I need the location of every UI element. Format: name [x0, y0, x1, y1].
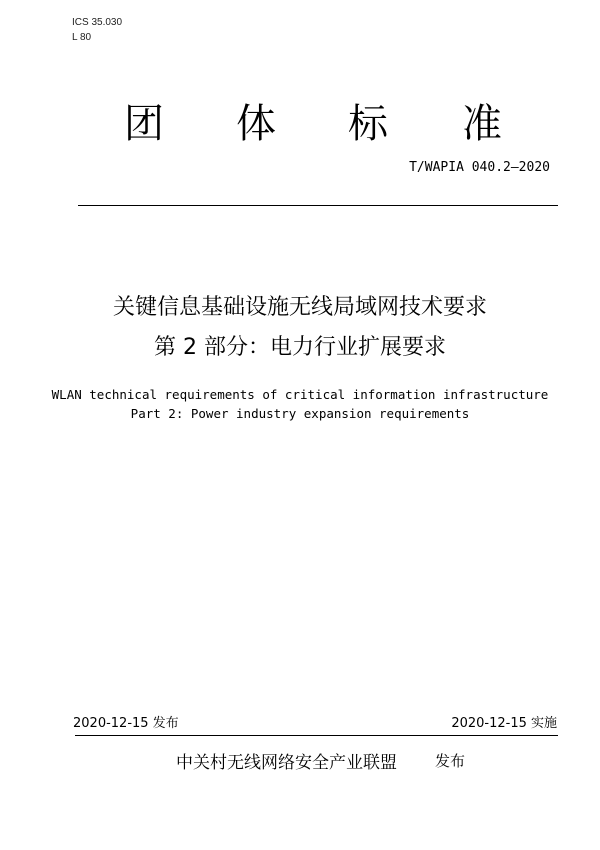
- standard-number: T/WAPIA 040.2—2020: [409, 160, 550, 175]
- implement-date: 2020-12-15 实施: [451, 716, 557, 731]
- doc-type-char: 体: [236, 101, 276, 147]
- ccs-code: L 80: [72, 32, 92, 43]
- doc-type-char: 标: [348, 101, 388, 147]
- top-divider: [78, 205, 558, 206]
- title-en-line1: WLAN technical requirements of critical information infrastructure: [51, 387, 549, 402]
- doc-type-char: 准: [462, 101, 502, 147]
- doc-type-char: 团: [124, 101, 164, 147]
- title-en-line2: Part 2: Power industry expansion requirements: [130, 406, 470, 421]
- publish-date: 2020-12-15 发布: [73, 716, 179, 731]
- ics-code: ICS 35.030: [72, 17, 123, 28]
- title-zh-line2: 第 2 部分：电力行业扩展要求: [154, 335, 446, 360]
- bottom-divider: [75, 735, 558, 736]
- publisher-action: 发布: [435, 752, 466, 770]
- title-zh-line1: 关键信息基础设施无线局域网技术要求: [112, 295, 487, 320]
- publisher-name: 中关村无线网络安全产业联盟: [176, 753, 397, 773]
